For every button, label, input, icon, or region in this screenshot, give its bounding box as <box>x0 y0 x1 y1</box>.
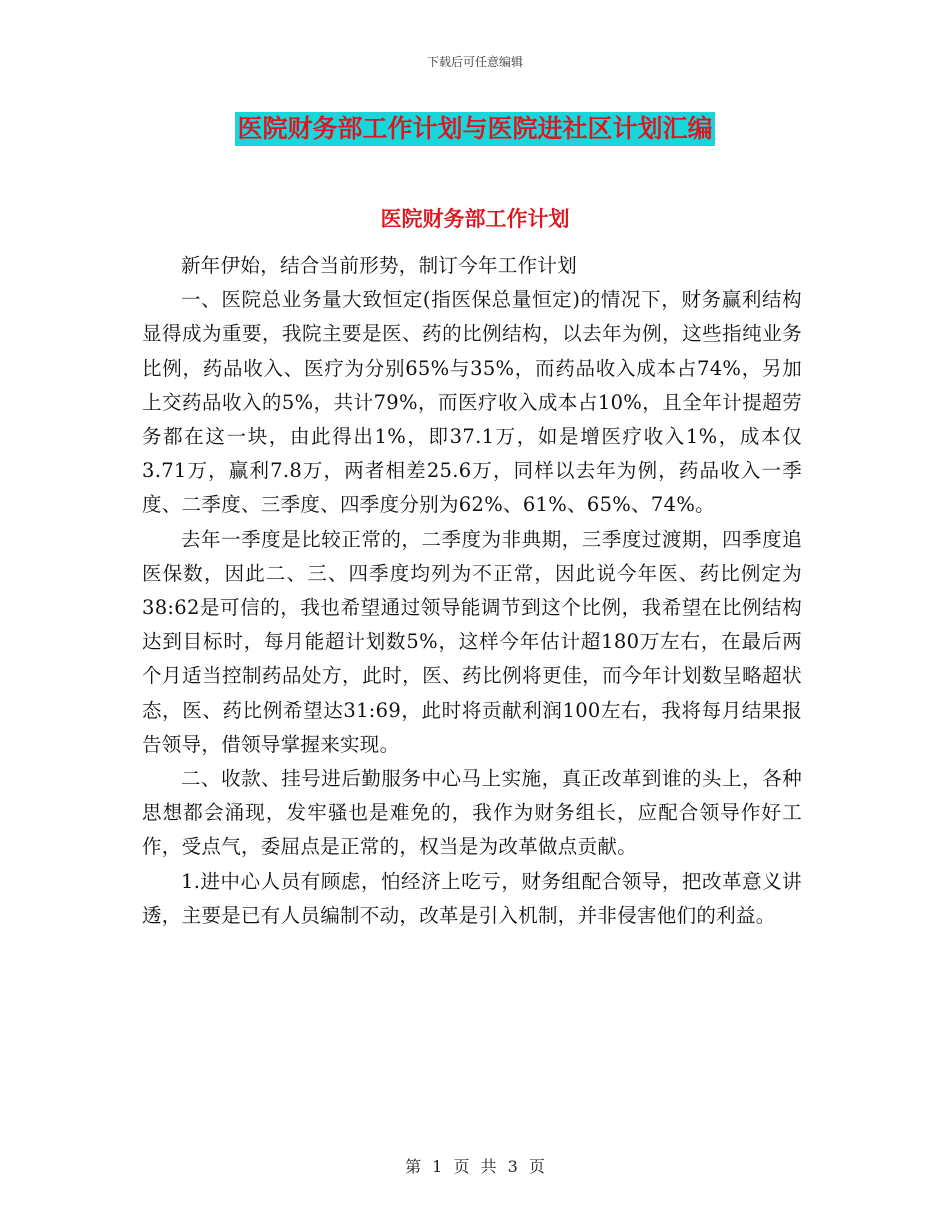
paragraph-1: 一、医院总业务量大致恒定(指医保总量恒定)的情况下，财务赢利结构显得成为重要，我院主要是医、药的比例结构，以去年为例，这些指纯业务比例，药品收入、医疗为分别65%与35%，而药品收入成本占74%，另加上交药品收入的5%，共计79%，而医疗收入成本占10%，且全年计提超劳务都在这一块，由此得出1%，即37.1万，如是增医疗收入1%，成本仅3.71万，赢利7.8万，两者相差25.6万，同样以去年为例，药品收入一季度、二季度、三季度、四季度分别为62%、61%、65%、74%。 <box>142 288 802 517</box>
paragraph-intro: 新年伊始，结合当前形势，制订今年工作计划 <box>181 254 578 277</box>
page-header-note: 下载后可任意编辑 <box>426 55 523 69</box>
page-number: 第 1 页 共 3 页 <box>405 1157 545 1176</box>
section-title: 医院财务部工作计划 <box>380 207 570 231</box>
document-title-wrap <box>0 112 950 146</box>
document-body <box>142 249 802 933</box>
paragraph-3: 二、收款、挂号进后勤服务中心马上实施，真正改革到谁的头上，各种思想都会涌现，发牢骚也是难免的，我作为财务组长，应配合领导作好工作，受点气，委屈点是正常的，权当是为改革做点贡献。 <box>142 767 802 859</box>
paragraph-2: 去年一季度是比较正常的，二季度为非典期，三季度过渡期，四季度追医保数，因此二、三、四季度均列为不正常，因此说今年医、药比例定为38:62是可信的，我也希望通过领导能调节到这个比例，我希望在比例结构达到目标时，每月能超计划数5%，这样今年估计超180万左右，在最后两个月适当控制药品处方，此时，医、药比例将更佳，而今年计划数呈略超状态，医、药比例希望达31:69，此时将贡献利润100左右，我将每月结果报告领导，借领导掌握来实现。 <box>142 527 802 756</box>
paragraph-4: 1.进中心人员有顾虑，怕经济上吃亏，财务组配合领导，把改革意义讲透，主要是已有人员编制不动，改革是引入机制，并非侵害他们的利益。 <box>142 869 802 927</box>
document-title: 医院财务部工作计划与医院进社区计划汇编 <box>235 112 714 146</box>
